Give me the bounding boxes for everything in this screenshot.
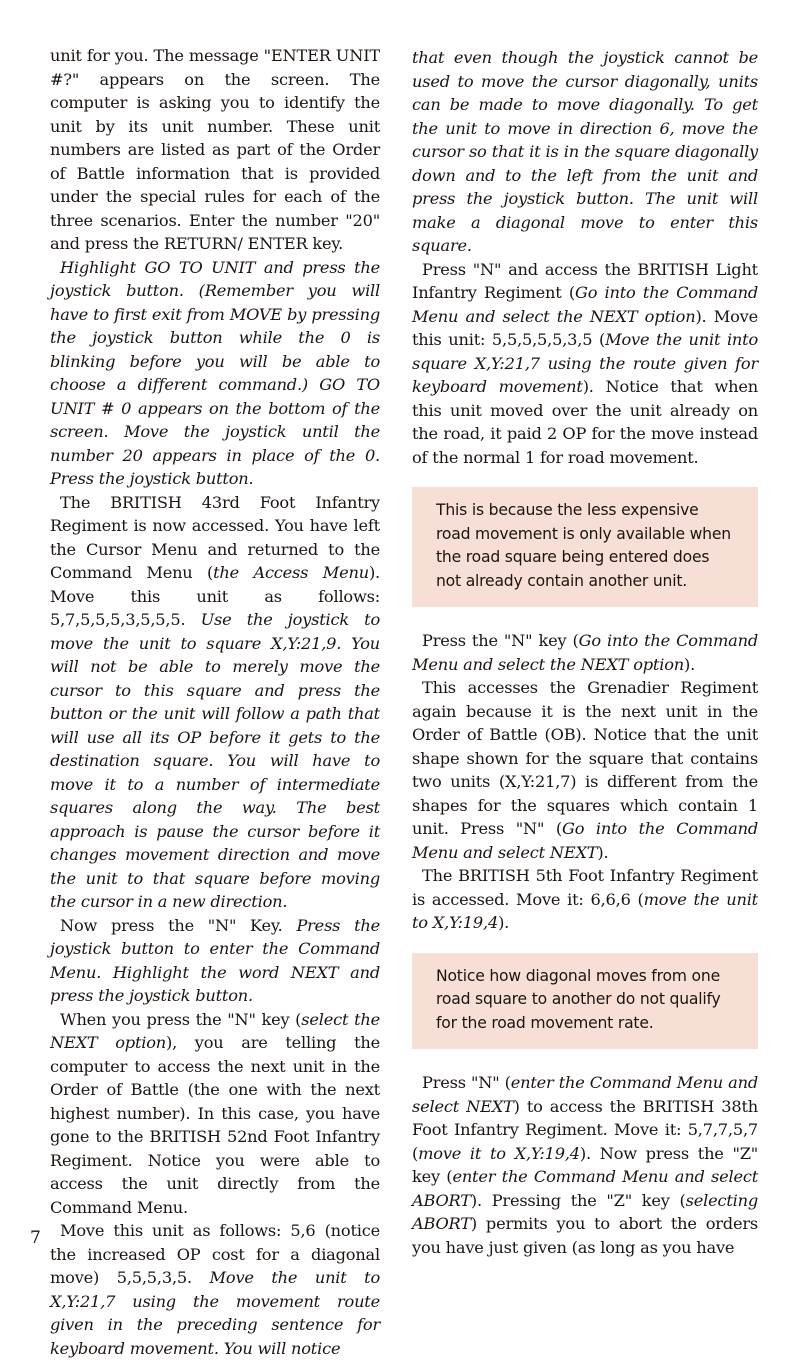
note-text: This is because the less expensive road movement is only available when the road square being entered does not already contain another unit. [436,501,731,590]
text-run: ). [597,842,609,862]
text-run: Press the "N" key ( [422,631,579,650]
text-run: ) permits you to abort the orders you have just given (as long as you have [412,1214,758,1257]
paragraph [50,491,380,914]
note-box-diagonal [412,953,758,1050]
italic-instruction: Move the unit into square X,Y:21,7 using the route given for keyboard movement [412,330,759,396]
italic-instruction: move it to X,Y:19,4 [418,1143,580,1163]
page-number: 7 [30,1228,41,1248]
text-run: When you press the "N" key ( [60,1009,302,1029]
text-run: The BRITISH 5th Foot Infantry Regiment is accessed. Move it: 6,6,6 ( [412,866,758,909]
text-run: This accesses the Grenadier Regiment again because it is the next unit in the Order of Battle (OB). Notice that the unit shape shown for the square that contains two units (X,Y:21,7) is different from the shapes for the squares which contain 1 unit. Press "N" ( [412,678,758,838]
text-run: ). [498,913,510,932]
paragraph [50,914,380,1008]
text-run: ). Notice that when this unit moved over the unit already on the road, it paid 2 OP for the move instead of the normal 1 for road movement. [412,377,758,467]
paragraph [50,44,380,256]
text-run: ). Now press the "Z" key ( [412,1143,758,1186]
paragraph [412,1071,758,1259]
italic-instruction: Highlight GO TO UNIT and press the joystick button. (Remember you will have to first exit from MOVE by pressing the joystick button while the 0 is blinking before you will be able to choose a different command.) GO TO UNIT # 0 appears on the bottom of the screen. Move the joystick until the number 20 appears in place of the 0. Press the joystick button. [50,257,380,488]
italic-instruction: Press the joystick button to enter the Command Menu. Highlight the word NEXT and press the joystick button. [50,915,380,1005]
text-run: ). [683,654,696,674]
text-run: ). Pressing the "Z" key ( [470,1190,686,1210]
text-run: ). Move this unit: 5,5,5,5,5,3,5 ( [412,306,758,349]
right-paragraphs-b [412,629,758,935]
paragraph [412,629,758,676]
text-run: unit for you. The message "ENTER UNIT #?" appears on the screen. The computer is asking you to identify the unit by its unit number. These unit numbers are listed as part of the Order of Battle information that is provided under the special rules for each of the three scenarios. Enter the number "20" and press the RETURN/ ENTER key. [50,46,380,253]
note-box-road-movement [412,487,758,607]
paragraph [412,46,758,258]
paragraph [412,864,758,935]
paragraph [50,1219,380,1360]
right-paragraphs-a [412,46,758,469]
text-run: ). Move this unit as follows: 5,7,5,5,5,3,5,5,5. [50,563,380,629]
italic-instruction: enter the Command Menu and select ABORT [412,1167,758,1210]
paragraph [412,676,758,864]
right-paragraphs-c [412,1071,758,1259]
italic-instruction: the Access Menu [213,563,369,582]
text-run: Press "N" ( [422,1073,511,1092]
italic-instruction: Move the unit to X,Y:21,7 using the movement route given in the preceding sentence for keyboard movement. You will notice [50,1268,381,1358]
text-run: ) to access the BRITISH 38th Foot Infantry Regiment. Move it: 5,7,7,5,7 ( [412,1096,758,1163]
italic-instruction: move the unit to X,Y:19,4 [412,889,758,932]
italic-instruction: Go into the Command Menu and select the NEXT option [412,283,758,326]
text-run: Press "N" and access the BRITISH Light Infantry Regiment ( [412,259,758,302]
italic-instruction: selecting ABORT [412,1190,758,1233]
italic-instruction: enter the Command Menu and select NEXT [412,1073,758,1116]
italic-instruction: Use the joystick to move the unit to square X,Y:21,9. You will not be able to merely move the cursor to this square and press the button or the unit will follow a path that will use all its OP before it gets to the destination square. You will have to move it to a number of intermediate squares along the way. The best approach is pause the cursor before it changes movement direction and move the unit to that square before moving the cursor in a new direction. [50,610,380,911]
italic-instruction: that even though the joystick cannot be used to move the cursor diagonally, units can be made to move diagonally. To get the unit to move in direction 6, move the cursor so that it is in the square diagonally down and to the left from the unit and press the joystick button. The unit will make a diagonal move to enter this square. [412,48,758,255]
paragraph [412,258,758,470]
italic-instruction: Go into the Command Menu and select NEXT [412,819,758,862]
text-run: Now press the "N" Key. [60,915,297,935]
left-column [50,44,380,1360]
text-run: The BRITISH 43rd Foot Infantry Regiment is now accessed. You have left the Cursor Menu and returned to the Command Menu ( [50,492,380,582]
italic-instruction: Go into the Command Menu and select the NEXT option [412,631,758,674]
note-text: Notice how diagonal moves from one road square to another do not qualify for the road movement rate. [436,966,721,1032]
paragraph [50,1008,380,1220]
paragraph [50,256,380,491]
text-run: Move this unit as follows: 5,6 (notice the increased OP cost for a diagonal move) 5,5,5,3,5. [50,1221,380,1287]
italic-instruction: select the NEXT option [50,1009,380,1052]
right-column [412,46,758,1259]
text-run: ), you are telling the computer to access the next unit in the Order of Battle (the one with the next highest number). In this case, you have gone to the BRITISH 52nd Foot Infantry Regiment. Notice you were able to access the unit directly from the Command Menu. [50,1033,380,1217]
